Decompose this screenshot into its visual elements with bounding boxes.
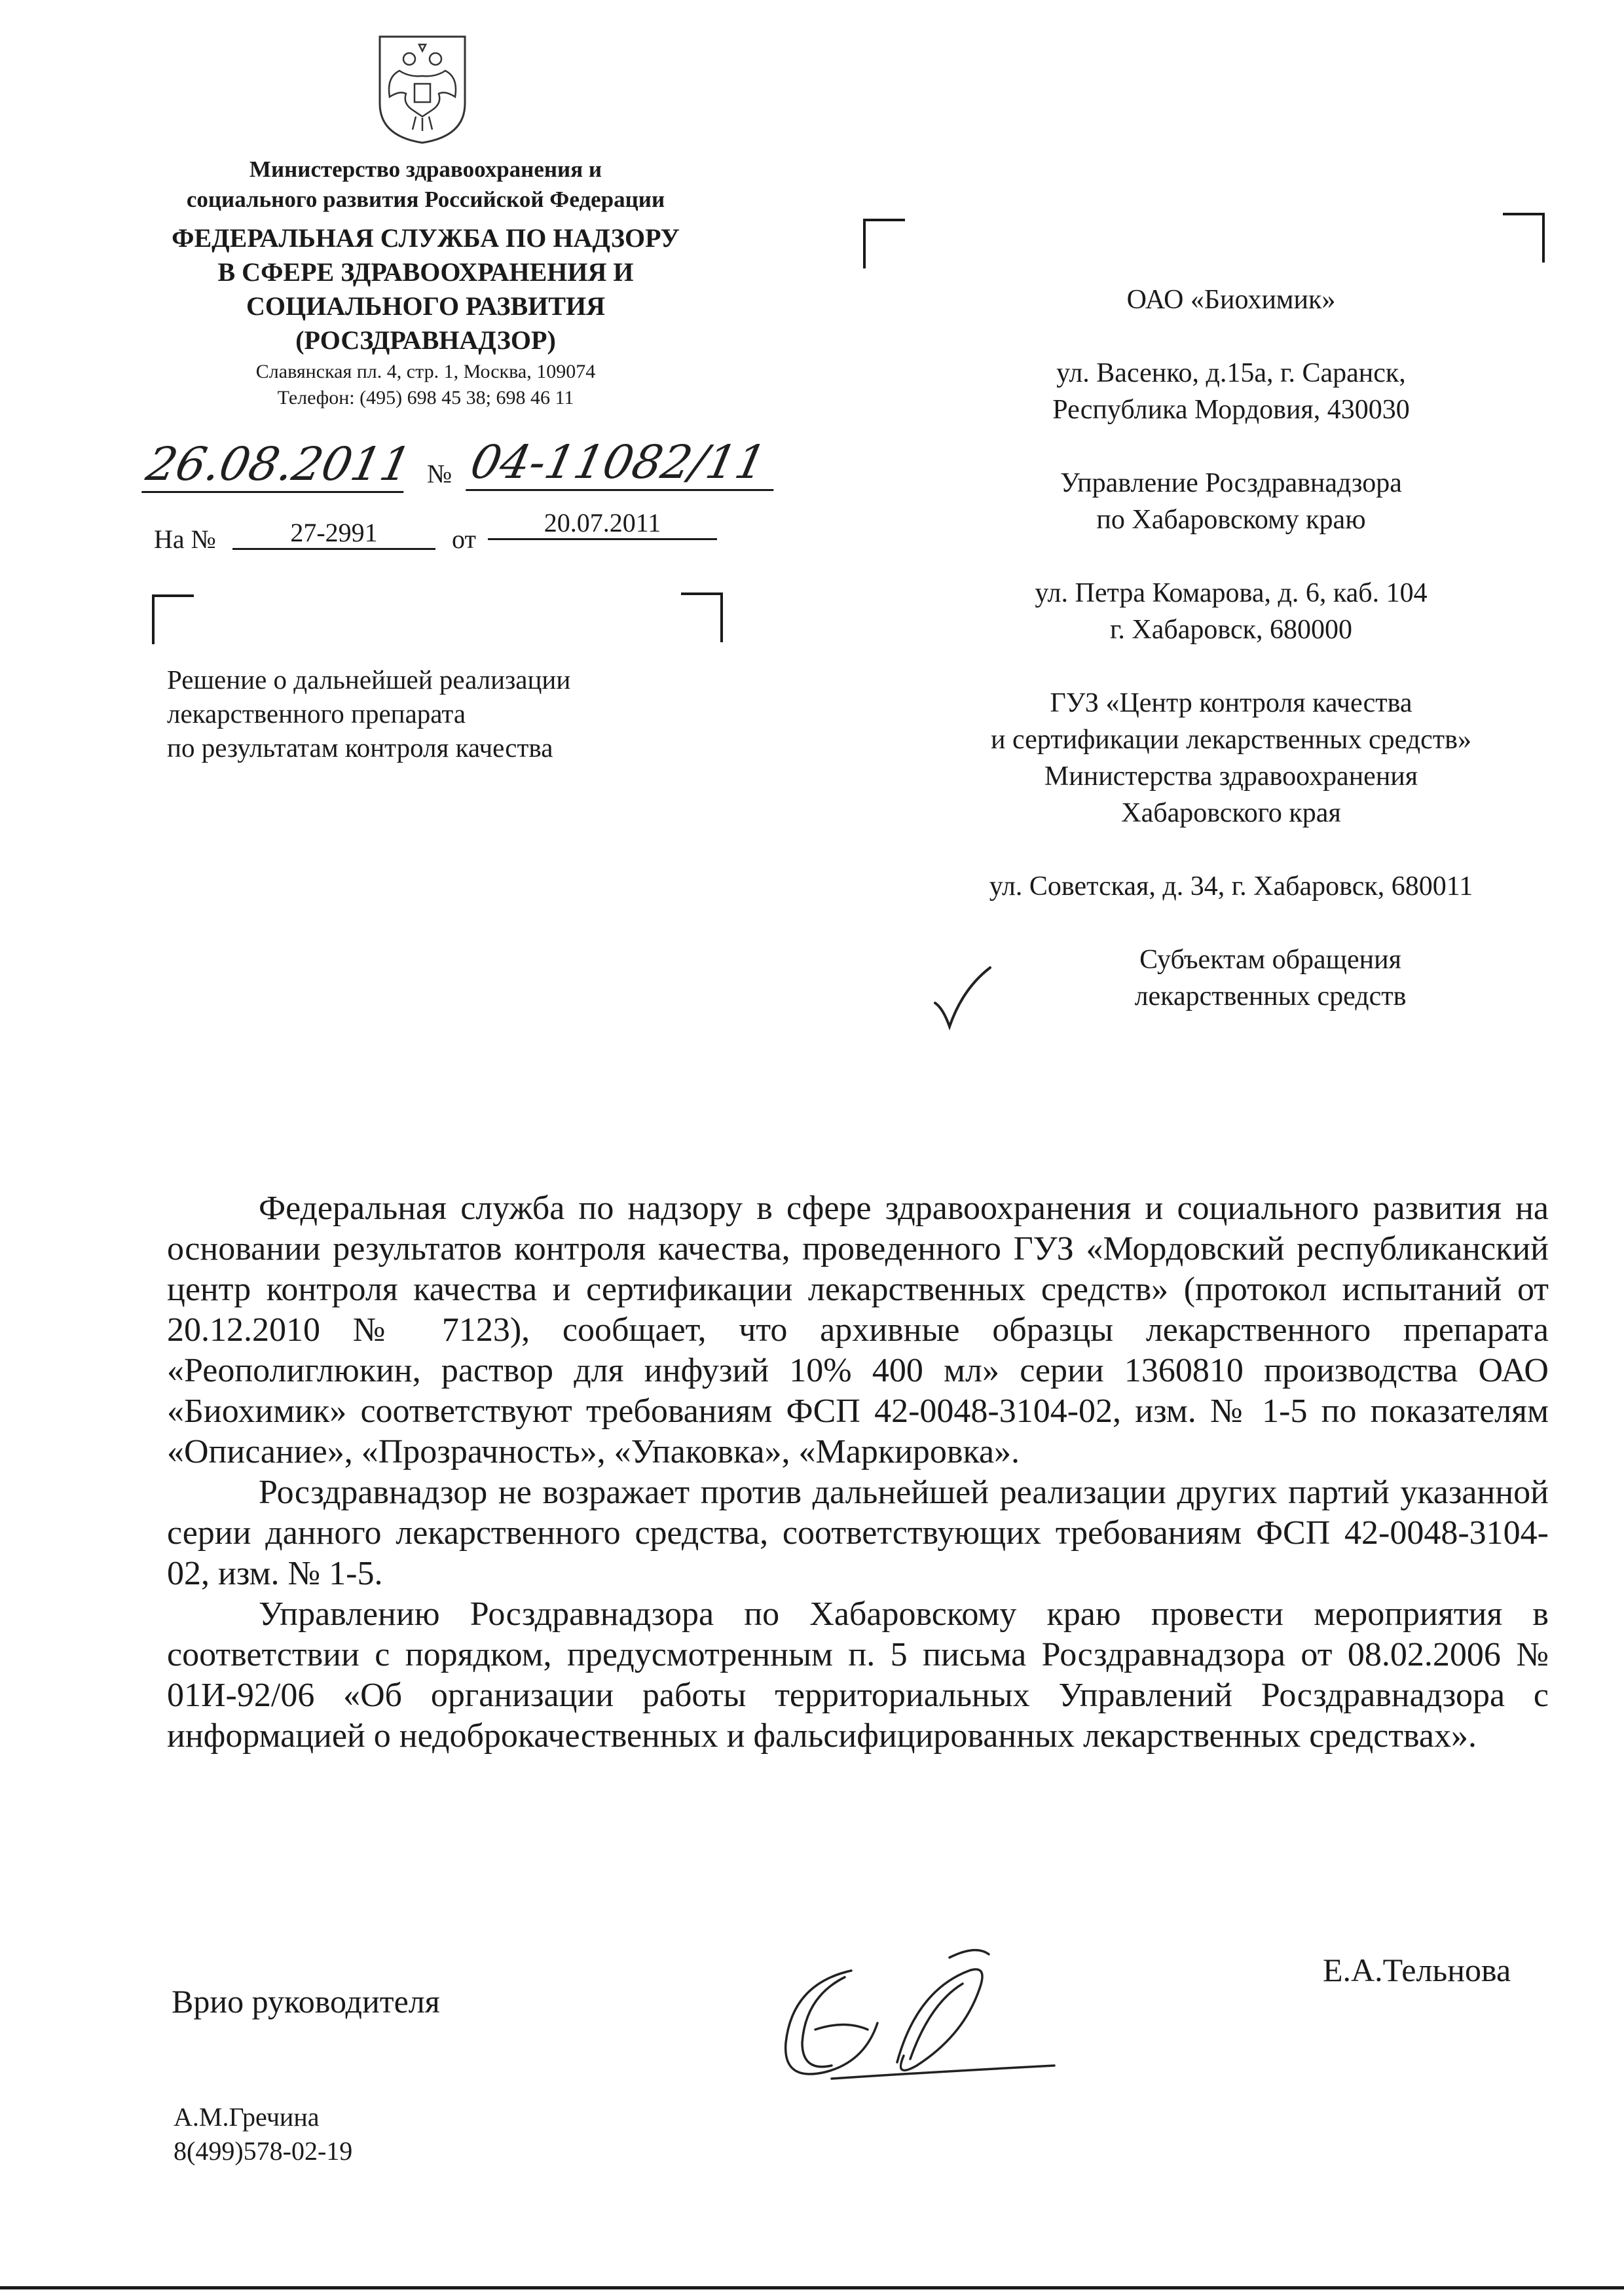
registration-number: 04-11082/11 — [466, 435, 785, 491]
subject-bracket-left — [152, 594, 194, 644]
recipient-line: Управление Росздравнадзора — [1060, 468, 1402, 498]
signatory-name: Е.А.Тельнова — [1323, 1952, 1511, 1988]
agency-address: Славянская пл. 4, стр. 1, Москва, 109074 — [255, 361, 596, 382]
subject-line-2: лекарственного препарата — [167, 699, 466, 729]
recipient-line: Министерства здравоохранения — [1044, 761, 1418, 792]
checkmark-icon — [930, 962, 995, 1034]
agency-line-1: ФЕДЕРАЛЬНАЯ СЛУЖБА ПО НАДЗОРУ — [172, 223, 680, 253]
recipient-company — [891, 282, 1572, 318]
recipient-line: по Хабаровскому краю — [1096, 505, 1366, 535]
recipient-regional-office — [891, 465, 1572, 538]
recipient-line: и сертификации лекарственных средств» — [991, 725, 1471, 755]
recipient-line: ГУЗ «Центр контроля качества — [1050, 688, 1412, 718]
executor-name: А.М.Гречина — [174, 2102, 320, 2132]
executor-phone: 8(499)578-02-19 — [174, 2136, 353, 2166]
recipient-regional-office-address — [891, 575, 1572, 648]
agency-phone: Телефон: (495) 698 45 38; 698 46 11 — [277, 387, 574, 409]
recipient-company-address — [891, 355, 1572, 428]
letter-subject — [167, 663, 691, 765]
subject-line-3: по результатам контроля качества — [167, 733, 553, 763]
registration-date: 26.08.2011 — [141, 437, 415, 493]
agency-line-2: В СФЕРЕ ЗДРАВООХРАНЕНИЯ И — [217, 257, 634, 287]
recipient-bracket-right — [1503, 213, 1545, 263]
recipient-quality-center — [891, 685, 1572, 831]
agency-line-3: СОЦИАЛЬНОГО РАЗВИТИЯ — [246, 291, 605, 321]
bottom-rule — [0, 2286, 1624, 2289]
recipient-line: ул. Петра Комарова, д. 6, каб. 104 — [1035, 578, 1428, 608]
ref-date: 20.07.2011 — [488, 507, 717, 540]
agency-contacts — [138, 359, 714, 411]
agency-line-4: (РОСЗДРАВНАДЗОР) — [295, 325, 556, 355]
recipient-bracket-left — [863, 219, 905, 268]
recipient-line: Субъектам обращения — [1139, 945, 1401, 975]
ministry-name — [138, 155, 714, 215]
recipient-line: Республика Мордовия, 430030 — [1052, 395, 1410, 425]
coat-of-arms-icon — [373, 31, 471, 146]
ministry-line-1: Министерство здравоохранения и — [249, 156, 602, 182]
ministry-line-2: социального развития Российской Федерации — [186, 187, 665, 212]
recipient-line: г. Хабаровск, 680000 — [1109, 615, 1353, 645]
ref-label: На № — [154, 524, 216, 554]
recipient-quality-center-address — [891, 868, 1572, 905]
recipient-line: ул. Васенко, д.15а, г. Саранск, — [1056, 358, 1406, 388]
recipients-block — [891, 282, 1572, 1015]
recipient-line: Хабаровского края — [1121, 798, 1341, 828]
recipient-line: лекарственных средств — [1134, 981, 1407, 1011]
number-sign: № — [427, 459, 452, 488]
subject-bracket-right — [681, 592, 723, 642]
ref-from-label: от — [452, 524, 476, 554]
letter-body — [167, 1188, 1549, 1757]
ref-number: 27-2991 — [232, 517, 435, 550]
signatory-title: Врио руководителя — [172, 1983, 440, 2020]
recipient-line: ул. Советская, д. 34, г. Хабаровск, 680011 — [989, 871, 1473, 902]
body-paragraph-2: Росздравнадзор не возражает против дальнейшей реализации других партий указанной серии данного лекарственного средства, соответствующих требованиям ФСП 42-0048-3104-02, изм. № 1-5. — [167, 1474, 1549, 1592]
body-paragraph-3: Управлению Росздравнадзора по Хабаровскому краю провести мероприятия в соответствии с порядком, предусмотренным п. 5 письма Росздравнадзора от 08.02.2006 № 01И-92/06 «Об организации работы территориальных Управлений Росздравнадзора с информацией о недоброкачественных и фальсифицированных лекарственных средствах». — [167, 1595, 1549, 1755]
body-paragraph-1: Федеральная служба по надзору в сфере здравоохранения и социального развития на основании результатов контроля качества, проведенного ГУЗ «Мордовский республиканский центр контроля качества и сертификации лекарственных средств» (протокол испытаний от 20.12.2010 № 7123), сообщает, что архивные образцы лекарственного препарата «Реополиглюкин, раствор для инфузий 10% 400 мл» серии 1360810 производства ОАО «Биохимик» соответствуют требованиям ФСП 42-0048-3104-02, изм. № 1-5 по показателям «Описание», «Прозрачность», «Упаковка», «Маркировка». — [167, 1190, 1549, 1470]
recipient-line: ОАО «Биохимик» — [1126, 285, 1336, 315]
handwritten-signature — [753, 1931, 1061, 2102]
agency-name — [138, 221, 714, 357]
subject-line-1: Решение о дальнейшей реализации — [167, 665, 571, 695]
